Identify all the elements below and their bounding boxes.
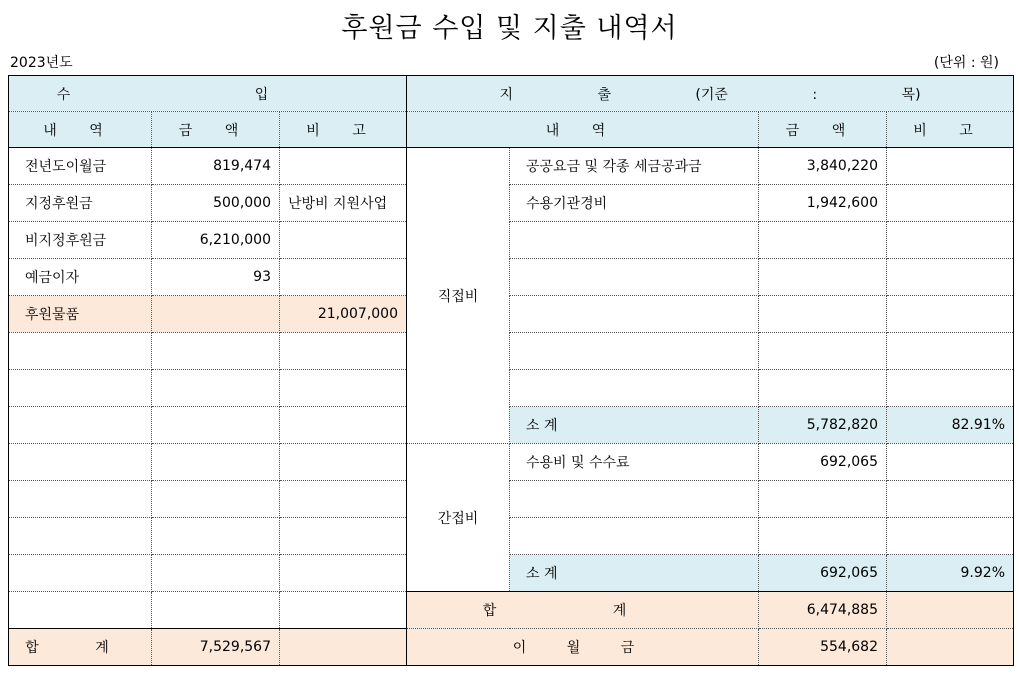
income-amount <box>152 333 280 370</box>
indirect-subtotal-percent: 9.92% <box>887 555 1014 592</box>
income-amount <box>152 555 280 592</box>
table-row <box>9 444 1014 481</box>
direct-cost-label: 직접비 <box>407 148 510 444</box>
table-row <box>9 259 1014 296</box>
table-row <box>9 592 1014 629</box>
expense-note <box>887 333 1014 370</box>
expense-amount: 1,942,600 <box>759 185 887 222</box>
indirect-subtotal-amount: 692,065 <box>759 555 887 592</box>
income-note <box>280 333 407 370</box>
income-note <box>280 222 407 259</box>
income-note <box>280 444 407 481</box>
income-desc <box>9 518 152 555</box>
income-desc: 후원물품 <box>9 296 152 333</box>
expense-desc <box>510 518 759 555</box>
income-note <box>280 370 407 407</box>
income-amount <box>152 518 280 555</box>
direct-subtotal-percent: 82.91% <box>887 407 1014 444</box>
income-note: 난방비 지원사업 <box>280 185 407 222</box>
income-section-header: 수 입 <box>9 76 407 112</box>
expense-amount <box>759 518 887 555</box>
expense-desc: 수용비 및 수수료 <box>510 444 759 481</box>
income-desc <box>9 333 152 370</box>
expense-col-note: 비 고 <box>887 112 1014 148</box>
expense-desc <box>510 481 759 518</box>
expense-note <box>887 444 1014 481</box>
expense-total-label: 합 계 <box>407 592 759 629</box>
table-row <box>9 407 1014 444</box>
expense-amount <box>759 222 887 259</box>
income-amount <box>152 592 280 629</box>
income-desc: 전년도이월금 <box>9 148 152 185</box>
expense-note <box>887 259 1014 296</box>
income-note <box>280 407 407 444</box>
table-row <box>9 222 1014 259</box>
income-total-label: 합 계 <box>9 629 152 666</box>
expense-note <box>887 222 1014 259</box>
expense-amount <box>759 333 887 370</box>
income-note <box>280 518 407 555</box>
expense-note <box>887 370 1014 407</box>
expense-desc: 수용기관경비 <box>510 185 759 222</box>
expense-col-amount: 금 액 <box>759 112 887 148</box>
income-amount: 93 <box>152 259 280 296</box>
expense-note <box>887 185 1014 222</box>
income-total-note <box>280 629 407 666</box>
income-col-note: 비 고 <box>280 112 407 148</box>
income-desc <box>9 481 152 518</box>
income-note <box>280 592 407 629</box>
income-amount: 6,210,000 <box>152 222 280 259</box>
table-row <box>9 481 1014 518</box>
expense-total-amount: 6,474,885 <box>759 592 887 629</box>
table-row <box>9 518 1014 555</box>
income-amount <box>152 296 280 333</box>
expense-note <box>887 296 1014 333</box>
expense-amount <box>759 259 887 296</box>
income-desc <box>9 592 152 629</box>
carryover-amount: 554,682 <box>759 629 887 666</box>
income-note <box>280 555 407 592</box>
table-row <box>9 333 1014 370</box>
income-col-amount: 금 액 <box>152 112 280 148</box>
expense-col-desc: 내 역 <box>407 112 759 148</box>
income-amount <box>152 370 280 407</box>
expense-desc <box>510 370 759 407</box>
table-row <box>9 296 1014 333</box>
expense-desc: 공공요금 및 각종 세금공과금 <box>510 148 759 185</box>
income-amount <box>152 444 280 481</box>
carryover-note <box>887 629 1014 666</box>
income-amount: 819,474 <box>152 148 280 185</box>
income-desc <box>9 407 152 444</box>
income-note <box>280 481 407 518</box>
expense-amount <box>759 370 887 407</box>
income-desc: 지정후원금 <box>9 185 152 222</box>
table-row <box>9 148 1014 185</box>
expense-note <box>887 148 1014 185</box>
income-desc <box>9 370 152 407</box>
income-total-amount: 7,529,567 <box>152 629 280 666</box>
direct-subtotal-label: 소 계 <box>510 407 759 444</box>
expense-total-note <box>887 592 1014 629</box>
income-amount <box>152 407 280 444</box>
income-desc: 예금이자 <box>9 259 152 296</box>
income-note <box>280 148 407 185</box>
direct-subtotal-amount: 5,782,820 <box>759 407 887 444</box>
expense-desc <box>510 222 759 259</box>
document-title: 후원금 수입 및 지출 내역서 <box>341 13 678 44</box>
income-amount: 500,000 <box>152 185 280 222</box>
expense-note <box>887 481 1014 518</box>
expense-note <box>887 518 1014 555</box>
expense-amount <box>759 481 887 518</box>
expense-amount <box>759 296 887 333</box>
expense-desc <box>510 333 759 370</box>
expense-desc <box>510 259 759 296</box>
table-row <box>9 629 1014 666</box>
income-note <box>280 259 407 296</box>
table-row <box>9 555 1014 592</box>
income-amount <box>152 481 280 518</box>
fiscal-year: 2023년도 <box>10 55 73 71</box>
indirect-subtotal-label: 소 계 <box>510 555 759 592</box>
table-row <box>9 185 1014 222</box>
expense-desc <box>510 296 759 333</box>
table-row <box>9 370 1014 407</box>
expense-amount: 692,065 <box>759 444 887 481</box>
carryover-label: 이 월 금 <box>407 629 759 666</box>
expense-amount: 3,840,220 <box>759 148 887 185</box>
income-note: 21,007,000 <box>280 296 407 333</box>
income-desc <box>9 555 152 592</box>
unit-label: (단위 : 원) <box>933 55 999 71</box>
expense-section-header: 지 출 (기준 : 목) <box>407 76 1014 112</box>
income-desc: 비지정후원금 <box>9 222 152 259</box>
indirect-cost-label: 간접비 <box>407 444 510 592</box>
income-expense-table <box>8 75 1014 666</box>
income-desc <box>9 444 152 481</box>
income-col-desc: 내 역 <box>9 112 152 148</box>
